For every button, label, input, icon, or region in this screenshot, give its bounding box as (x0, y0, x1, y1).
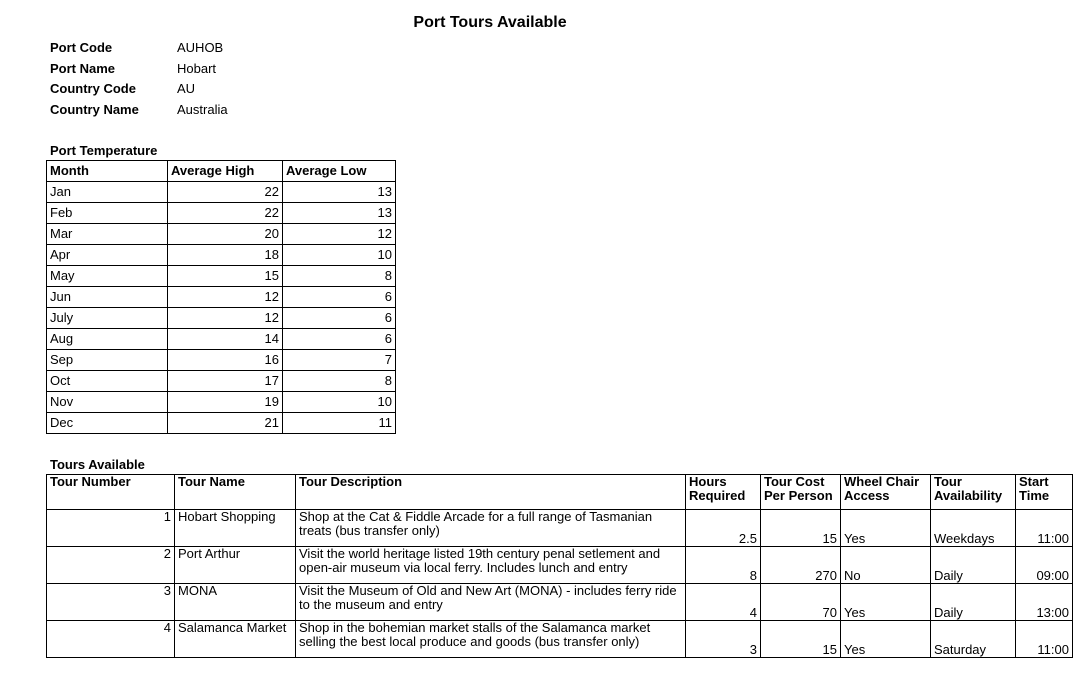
wheelchair-access-cell: Yes (841, 510, 931, 547)
average-high-cell: 17 (168, 371, 283, 392)
port-code-value: AUHOB (177, 39, 224, 55)
tour-row (47, 547, 1073, 584)
temperature-row (47, 203, 396, 224)
wheelchair-access-cell: No (841, 547, 931, 584)
tour-row (47, 584, 1073, 621)
temperature-row (47, 329, 396, 350)
temperature-row (47, 392, 396, 413)
tours-header-row (47, 475, 1073, 510)
tour-description-cell: Visit the Museum of Old and New Art (MONA) - includes ferry ride to the museum and entry (296, 584, 686, 621)
temperature-row (47, 224, 396, 245)
month-cell: Feb (47, 203, 168, 224)
tour-row (47, 510, 1073, 547)
column-header-start-time: Start Time (1016, 475, 1073, 510)
temperature-header-row (47, 161, 396, 182)
average-low-cell: 10 (283, 392, 396, 413)
month-cell: Oct (47, 371, 168, 392)
country-name-value: Australia (177, 101, 228, 117)
average-high-cell: 22 (168, 203, 283, 224)
hours-required-cell: 8 (686, 547, 761, 584)
tour-name-cell: Port Arthur (175, 547, 296, 584)
tour-cost-cell: 270 (761, 547, 841, 584)
tour-availability-cell: Saturday (931, 621, 1016, 658)
port-code-label: Port Code (50, 39, 113, 55)
tour-number-cell: 1 (47, 510, 175, 547)
port-name-value: Hobart (177, 60, 217, 76)
tour-name-cell: Hobart Shopping (175, 510, 296, 547)
temperature-row (47, 287, 396, 308)
tour-availability-cell: Daily (931, 547, 1016, 584)
average-low-cell: 8 (283, 266, 396, 287)
page-title: Port Tours Available (413, 14, 567, 31)
average-high-cell: 16 (168, 350, 283, 371)
month-cell: July (47, 308, 168, 329)
temperature-row (47, 350, 396, 371)
column-header-tour-name: Tour Name (175, 475, 296, 510)
tour-name-cell: MONA (175, 584, 296, 621)
country-code-value: AU (177, 81, 196, 97)
month-cell: May (47, 266, 168, 287)
temperature-row (47, 245, 396, 266)
temperature-table (46, 160, 396, 434)
port-name-label: Port Name (50, 60, 116, 76)
average-high-cell: 20 (168, 224, 283, 245)
start-time-cell: 11:00 (1016, 621, 1073, 658)
average-low-cell: 10 (283, 245, 396, 266)
port-info-table (50, 37, 228, 120)
hours-required-cell: 2.5 (686, 510, 761, 547)
month-cell: Dec (47, 413, 168, 434)
port-info-row (50, 58, 228, 79)
column-header-tour-cost: Tour Cost Per Person (761, 475, 841, 510)
average-low-cell: 11 (283, 413, 396, 434)
port-info-row (50, 37, 228, 58)
month-cell: Mar (47, 224, 168, 245)
start-time-cell: 09:00 (1016, 547, 1073, 584)
month-cell: Jun (47, 287, 168, 308)
tour-description-cell: Shop at the Cat & Fiddle Arcade for a full range of Tasmanian treats (bus transfer only) (296, 510, 686, 547)
temperature-row (47, 308, 396, 329)
port-info-row (50, 78, 228, 99)
average-low-cell: 6 (283, 287, 396, 308)
column-header-wheelchair-access: Wheel Chair Access (841, 475, 931, 510)
average-high-cell: 12 (168, 308, 283, 329)
column-header-tour-description: Tour Description (296, 475, 686, 510)
temperature-row (47, 413, 396, 434)
hours-required-cell: 4 (686, 584, 761, 621)
country-code-label: Country Code (50, 81, 136, 97)
column-header-month: Month (47, 161, 168, 182)
average-low-cell: 13 (283, 182, 396, 203)
month-cell: Sep (47, 350, 168, 371)
tours-body (47, 510, 1073, 658)
tour-description-cell: Visit the world heritage listed 19th century penal setlement and open-air museum via local ferry. Includes lunch and entry (296, 547, 686, 584)
column-header-average-high: Average High (168, 161, 283, 182)
average-high-cell: 14 (168, 329, 283, 350)
tour-name-cell: Salamanca Market (175, 621, 296, 658)
column-header-tour-availability: Tour Availability (931, 475, 1016, 510)
temperature-row (47, 266, 396, 287)
hours-required-cell: 3 (686, 621, 761, 658)
tour-number-cell: 4 (47, 621, 175, 658)
month-cell: Jan (47, 182, 168, 203)
start-time-cell: 11:00 (1016, 510, 1073, 547)
month-cell: Aug (47, 329, 168, 350)
tours-table (46, 474, 1073, 658)
average-low-cell: 6 (283, 329, 396, 350)
average-low-cell: 7 (283, 350, 396, 371)
wheelchair-access-cell: Yes (841, 621, 931, 658)
average-high-cell: 21 (168, 413, 283, 434)
month-cell: Apr (47, 245, 168, 266)
tour-cost-cell: 15 (761, 621, 841, 658)
temperature-body (47, 182, 396, 434)
average-high-cell: 12 (168, 287, 283, 308)
tour-availability-cell: Daily (931, 584, 1016, 621)
average-high-cell: 15 (168, 266, 283, 287)
column-header-hours-required: Hours Required (686, 475, 761, 510)
port-temperature-heading: Port Temperature (50, 143, 158, 158)
average-high-cell: 22 (168, 182, 283, 203)
port-info-row (50, 99, 228, 120)
tour-row (47, 621, 1073, 658)
tour-description-cell: Shop in the bohemian market stalls of the Salamanca market selling the best local produce and goods (bus transfer only) (296, 621, 686, 658)
average-high-cell: 18 (168, 245, 283, 266)
country-name-label: Country Name (50, 101, 139, 117)
column-header-tour-number: Tour Number (47, 475, 175, 510)
tour-number-cell: 3 (47, 584, 175, 621)
month-cell: Nov (47, 392, 168, 413)
column-header-average-low: Average Low (283, 161, 396, 182)
average-low-cell: 8 (283, 371, 396, 392)
tour-cost-cell: 70 (761, 584, 841, 621)
temperature-row (47, 371, 396, 392)
average-low-cell: 6 (283, 308, 396, 329)
tours-available-heading: Tours Available (50, 457, 145, 472)
average-low-cell: 13 (283, 203, 396, 224)
tour-number-cell: 2 (47, 547, 175, 584)
tour-cost-cell: 15 (761, 510, 841, 547)
average-low-cell: 12 (283, 224, 396, 245)
tour-availability-cell: Weekdays (931, 510, 1016, 547)
average-high-cell: 19 (168, 392, 283, 413)
wheelchair-access-cell: Yes (841, 584, 931, 621)
temperature-row (47, 182, 396, 203)
start-time-cell: 13:00 (1016, 584, 1073, 621)
